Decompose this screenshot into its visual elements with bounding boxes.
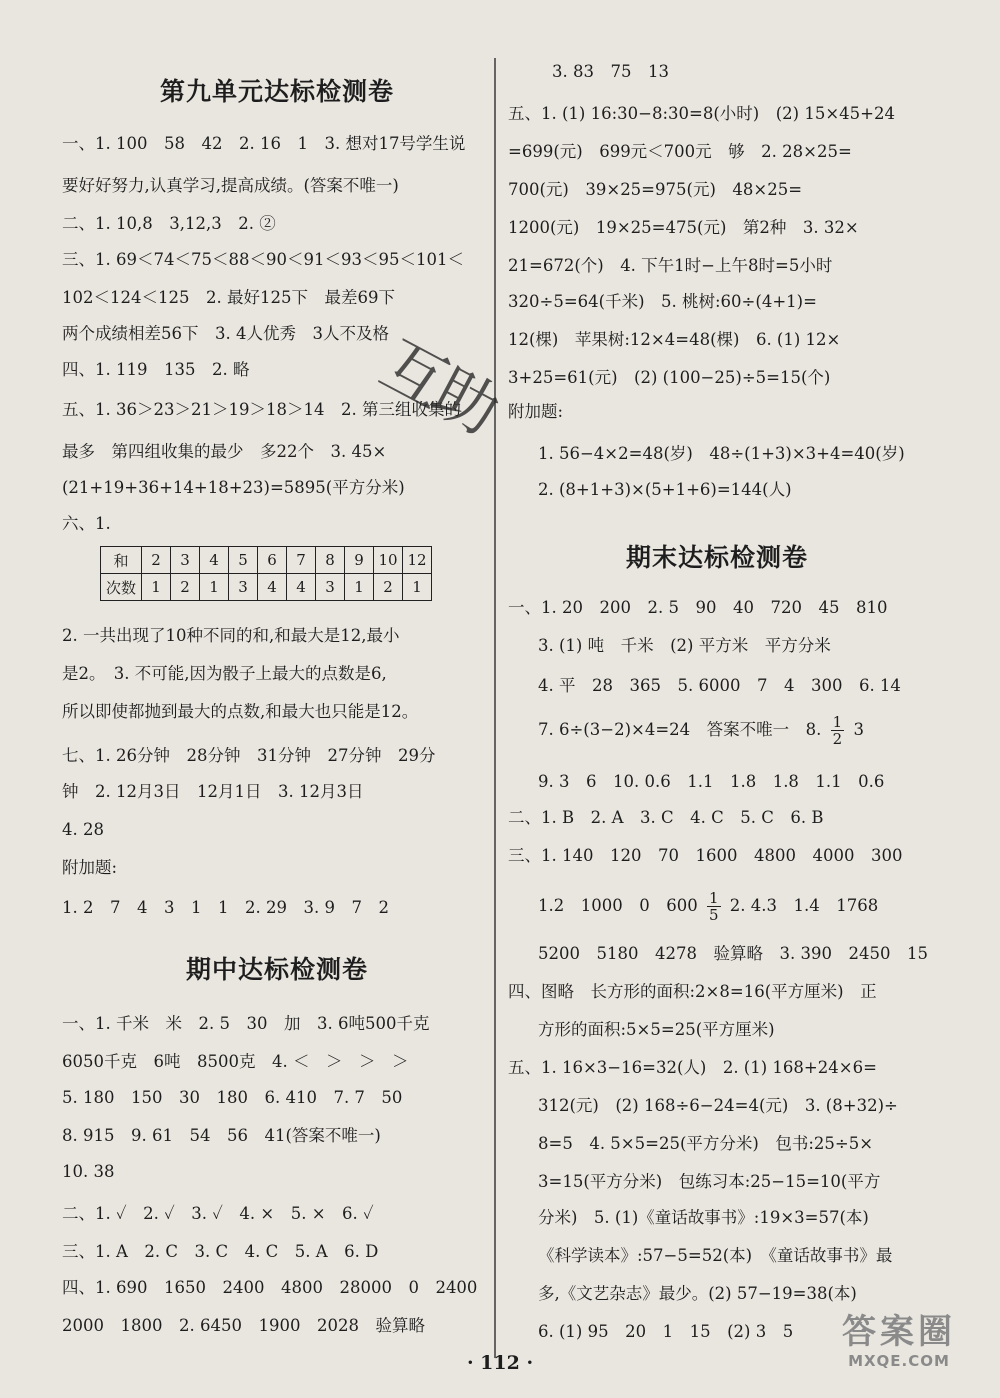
answer-line: 三、1. A 2. C 3. C 4. C 5. A 6. D [62,1242,379,1261]
table-cell: 6 [258,547,287,574]
answer-line: =699(元) 699元＜700元 够 2. 28×25= [508,142,852,161]
fraction-one-fifth [707,890,721,923]
handwritten-note: 互助 [368,327,506,448]
answer-line: 12(棵) 苹果树:12×4=48(棵) 6. (1) 12× [508,330,841,349]
table-cell: 2 [142,547,171,574]
table-row-count [101,574,432,601]
table-cell: 12 [403,547,432,574]
answer-line: 四、1. 690 1650 2400 4800 28000 0 2400 [62,1278,478,1297]
table-cell: 10 [374,547,403,574]
final-test-title: 期末达标检测卷 [625,543,808,572]
answer-line: 1. 56−4×2=48(岁) 48÷(1+3)×3+4=40(岁) [538,444,905,463]
fraction-numerator: 1 [832,713,843,731]
answer-line: 四、1. 119 135 2. 略 [62,360,250,379]
answer-line: 五、1. 36＞23＞21＞19＞18＞14 2. 第三组收集的 [62,400,461,419]
table-row-sum [101,547,432,574]
answer-line: 二、1. B 2. A 3. C 4. C 5. C 6. B [508,808,824,827]
table-header-cell: 和 [101,547,142,574]
answer-line: 2000 1800 2. 6450 1900 2028 验算略 [62,1316,425,1335]
answer-line: 102＜124＜125 2. 最好125下 最差69下 [62,288,395,307]
answer-line: 分米) 5. (1)《童话故事书》:19×3=57(本) [538,1208,869,1227]
answer-line: 3. 83 75 13 [552,62,669,81]
answer-line: 6. (1) 95 20 1 15 (2) 3 5 [538,1322,794,1341]
answer-line: 二、1. 10,8 3,12,3 2. ② [62,214,276,233]
answer-line: 4. 28 [62,820,104,839]
table-cell: 1 [142,574,171,601]
answer-line: 方形的面积:5×5=25(平方厘米) [538,1020,775,1039]
midterm-test-title: 期中达标检测卷 [185,955,368,984]
fraction-numerator: 1 [708,889,719,907]
fraction-one-half [831,714,845,747]
table-cell: 3 [229,574,258,601]
answer-line: 9. 3 6 10. 0.6 1.1 1.8 1.8 1.1 0.6 [538,772,885,791]
table-cell: 4 [287,574,316,601]
answer-line: 五、1. (1) 16:30−8:30=8(小时) (2) 15×45+24 [508,104,895,123]
answer-line: 5200 5180 4278 验算略 3. 390 2450 15 [538,944,928,963]
dice-sum-table [100,546,432,601]
table-cell: 3 [316,574,345,601]
answer-line: 六、1. [62,514,111,533]
answer-line: 5. 180 150 30 180 6. 410 7. 7 50 [62,1088,403,1107]
answer-line: 五、1. 16×3−16=32(人) 2. (1) 168+24×6= [508,1058,877,1077]
answer-text: 2. 4.3 1.4 1768 [729,896,879,915]
answer-line: 四、图略 长方形的面积:2×8=16(平方厘米) 正 [508,982,877,1001]
table-cell: 2 [374,574,403,601]
answer-line: 二、1. ✓ 2. ✓ 3. ✓ 4. × 5. × 6. ✓ [62,1204,374,1223]
table-cell: 7 [287,547,316,574]
answer-line: 3=15(平方分米) 包练习本:25−15=10(平方 [538,1172,881,1191]
bonus-heading: 附加题: [508,402,564,421]
column-divider [494,58,496,1358]
answer-line: 21=672(个) 4. 下午1时−上午8时=5小时 [508,256,833,275]
answer-line: 钟 2. 12月3日 12月1日 3. 12月3日 [62,782,364,801]
answer-line: 320÷5=64(千米) 5. 桃树:60÷(4+1)= [508,292,817,311]
table-cell: 3 [171,547,200,574]
table-cell: 2 [171,574,200,601]
table-cell: 9 [345,547,374,574]
answer-line: 3. (1) 吨 千米 (2) 平方米 平方分米 [538,636,831,655]
answer-line: 一、1. 千米 米 2. 5 30 加 3. 6吨500千克 [62,1014,430,1033]
table-cell: 8 [316,547,345,574]
answer-line: 4. 平 28 365 5. 6000 7 4 300 6. 14 [538,676,901,695]
table-cell: 1 [345,574,374,601]
answer-line: 1200(元) 19×25=475(元) 第2种 3. 32× [508,218,859,237]
watermark-url: MXQE.COM [848,1352,950,1370]
answer-text: 7. 6÷(3−2)×4=24 答案不唯一 8. [538,720,822,739]
answer-line: 《科学读本》:57−5=52(本) 《童话故事书》最 [538,1246,893,1265]
answer-line: 3+25=61(元) (2) (100−25)÷5=15(个) [508,368,831,387]
answer-line: 10. 38 [62,1162,115,1181]
bonus-heading: 附加题: [62,858,118,877]
answer-line: 两个成绩相差56下 3. 4人优秀 3人不及格 [62,324,389,343]
answer-line: 312(元) (2) 168÷6−24=4(元) 3. (8+32)÷ [538,1096,898,1115]
answer-line: 最多 第四组收集的最少 多22个 3. 45× [62,442,387,461]
answer-line: 是2。 3. 不可能,因为骰子上最大的点数是6, [62,664,387,683]
watermark-title: 答案圈 [842,1312,956,1352]
answer-line-with-fraction [508,714,956,747]
answer-line-with-fraction [508,890,956,923]
unit9-test-title: 第九单元达标检测卷 [159,77,394,106]
answer-line: 8=5 4. 5×5=25(平方分米) 包书:25÷5× [538,1134,874,1153]
fraction-denominator: 5 [708,906,719,924]
answer-line: 8. 915 9. 61 54 56 41(答案不唯一) [62,1126,381,1145]
answer-text: 1.2 1000 0 600 [538,896,698,915]
site-watermark-logo [808,1312,990,1382]
answer-line: 七、1. 26分钟 28分钟 31分钟 27分钟 29分 [62,746,436,765]
answer-line: 所以即使都抛到最大的点数,和最大也只能是12。 [62,702,419,721]
answer-line: 三、1. 140 120 70 1600 4800 4000 300 [508,846,903,865]
answer-line: 1. 2 7 4 3 1 1 2. 29 3. 9 7 2 [62,898,389,917]
answer-line: 一、1. 100 58 42 2. 16 1 3. 想对17号学生说 [62,134,466,153]
answer-line: 2. 一共出现了10种不同的和,和最大是12,最小 [62,626,400,645]
page-number: · 112 · [466,1352,534,1374]
answer-line: 三、1. 69＜74＜75＜88＜90＜91＜93＜95＜101＜ [62,250,464,269]
fraction-denominator: 2 [832,730,843,748]
table-header-cell: 次数 [101,574,142,601]
table-cell: 5 [229,547,258,574]
answer-text: 3 [853,720,864,739]
answer-line: 多,《文艺杂志》最少。(2) 57−19=38(本) [538,1284,857,1303]
answer-line: (21+19+36+14+18+23)=5895(平方分米) [62,478,405,497]
table-cell: 4 [258,574,287,601]
answer-line: 一、1. 20 200 2. 5 90 40 720 45 810 [508,598,888,617]
answer-line: 700(元) 39×25=975(元) 48×25= [508,180,803,199]
table-cell: 1 [200,574,229,601]
table-cell: 1 [403,574,432,601]
answer-line: 6050千克 6吨 8500克 4. ＜ ＞ ＞ ＞ [62,1052,409,1071]
answer-line: 2. (8+1+3)×(5+1+6)=144(人) [538,480,792,499]
table-cell: 4 [200,547,229,574]
answer-line: 要好好努力,认真学习,提高成绩。(答案不唯一) [62,176,399,195]
